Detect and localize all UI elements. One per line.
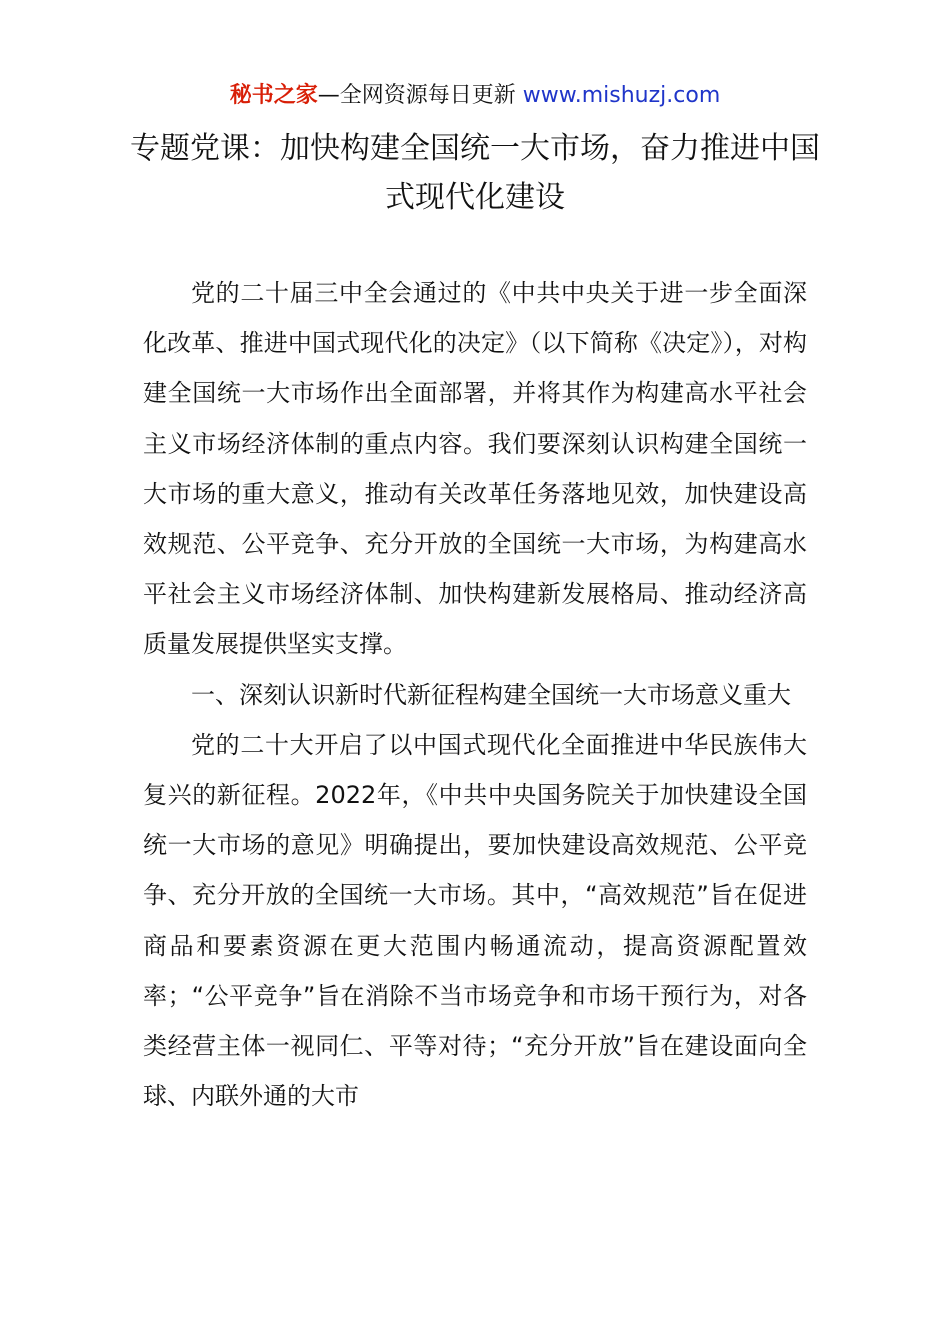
document-body — [143, 268, 807, 1121]
document-title: 专题党课：加快构建全国统一大市场，奋力推进中国式现代化建设 — [130, 131, 820, 215]
section-heading-1: 一、深刻认识新时代新征程构建全国统一大市场意义重大 — [191, 680, 791, 709]
intro-paragraph: 党的二十届三中全会通过的《中共中央关于进一步全面深化改革、推进中国式现代化的决定》（以下简称《决定》），对构建全国统一大市场作出全面部署，并将其作为构建高水平社会主义市场经济体制的重点内容。我们要深刻认识构建全国统一大市场的重大意义，推动有关改革任务落地见效，加快建设高效规范、公平竞争、充分开放的全国统一大市场，为构建高水平社会主义市场经济体制、加快构建新发展格局、推动经济高质量发展提供坚实支撑。 — [143, 279, 807, 659]
site-url-link[interactable]: www.mishuzj.com — [522, 83, 721, 108]
site-header — [0, 80, 950, 112]
header-tagline: —全网资源每日更新 — [317, 83, 516, 108]
body-paragraph: 党的二十大开启了以中国式现代化全面推进中华民族伟大复兴的新征程。2022年，《中共中央国务院关于加快建设全国统一大市场的意见》明确提出，要加快建设高效规范、公平竞争、充分开放的全国统一大市场。其中，“高效规范”旨在促进商品和要素资源在更大范围内畅通流动，提高资源配置效率；“公平竞争”旨在消除不当市场竞争和市场干预行为，对各类经营主体一视同仁、平等对待；“充分开放”旨在建设面向全球、内联外通的大市 — [143, 730, 807, 1111]
brand-name: 秘书之家 — [229, 83, 318, 108]
